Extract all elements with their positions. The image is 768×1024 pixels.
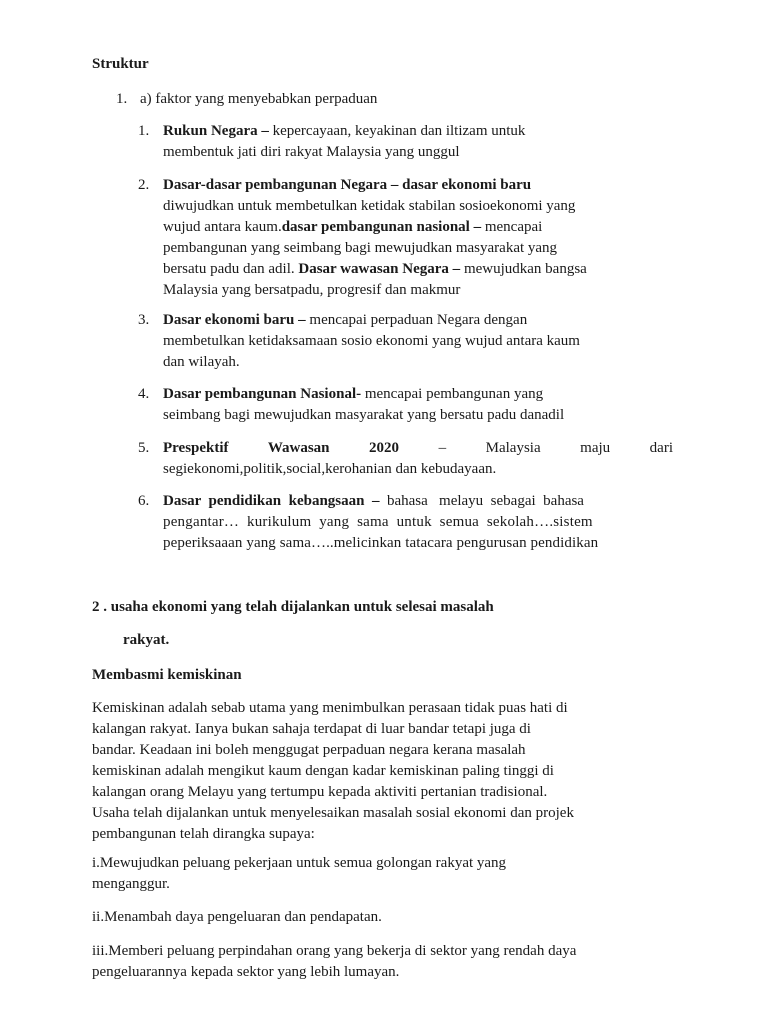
section-2-title: 2 . usaha ekonomi yang telah dijalankan untuk selesai masalah [92, 599, 494, 615]
item-text: seimbang bagi mewujudkan masyarakat yang bersatu padu danadil [163, 407, 565, 423]
item-text: mewujudkan bangsa [460, 261, 587, 277]
paragraph-line: pembangunan telah dirangka supaya: [92, 826, 315, 842]
item-title: Dasar-dasar pembangunan Negara – dasar ekonomi baru [163, 177, 532, 193]
item-text: peperiksaaan yang sama…..melicinkan tatacara pengurusan pendidikan [163, 535, 599, 551]
item-title: Dasar wawasan Negara – [298, 261, 461, 277]
paragraph-line: bandar. Keadaan ini boleh menggugat perpaduan negara kerana masalah [92, 742, 526, 758]
item-text: membetulkan ketidaksamaan sosio ekonomi yang wujud antara kaum [163, 333, 580, 349]
item-text: mencapai perpaduan Negara dengan [305, 312, 528, 328]
list-item-number: 4. [138, 386, 150, 402]
point-line: iii.Memberi peluang perpindahan orang yang bekerja di sektor yang rendah daya [92, 943, 577, 959]
point-line: ii.Menambah daya pengeluaran dan pendapatan. [92, 909, 382, 925]
item-text: kepercayaan, keyakinan dan iltizam untuk [268, 123, 526, 139]
item-title: Prespektif Wawasan 2020 [163, 440, 400, 456]
point-3 [92, 941, 682, 983]
item-text: segiekonomi,politik,social,kerohanian dan kebudayaan. [163, 461, 497, 477]
list-item-body [163, 121, 673, 163]
item-title: Dasar ekonomi baru – [163, 312, 306, 328]
item-text: – Malaysia maju dari [399, 440, 673, 456]
paragraph-line: kalangan rakyat. Ianya bukan sahaja terdapat di luar bandar tetapi juga di [92, 721, 531, 737]
point-line: i.Mewujudkan peluang pekerjaan untuk semua golongan rakyat yang [92, 855, 507, 871]
item-text: pembangunan yang seimbang bagi mewujudkan masyarakat yang [163, 240, 558, 256]
list-item-body [163, 438, 673, 480]
item-title: Dasar pembangunan Nasional- [163, 386, 362, 402]
paragraph-line: Usaha telah dijalankan untuk menyelesaikan masalah sosial ekonomi dan projek [92, 805, 574, 821]
list-item-body [163, 384, 673, 426]
paragraph-line: Kemiskinan adalah sebab utama yang menimbulkan perasaan tidak puas hati di [92, 700, 568, 716]
item-text: bahasa melayu sebagai bahasa [379, 493, 584, 509]
item-text: Malaysia yang bersatpadu, progresif dan makmur [163, 282, 461, 298]
question-1-number: 1. [116, 91, 128, 107]
point-line: pengeluarannya kepada sektor yang lebih lumayan. [92, 964, 400, 980]
item-title: Dasar pendidikan kebangsaan – [163, 493, 380, 509]
item-text: pengantar… kurikulum yang sama untuk semua sekolah….sistem [163, 514, 593, 530]
item-text: membentuk jati diri rakyat Malaysia yang unggul [163, 144, 460, 160]
heading-struktur: Struktur [92, 56, 149, 72]
section-2-title-continued: rakyat. [123, 632, 170, 648]
list-item-body [163, 310, 673, 373]
item-text: diwujudkan untuk membetulkan ketidak stabilan sosioekonomi yang [163, 198, 576, 214]
list-item-body [163, 491, 673, 554]
question-1-text: a) faktor yang menyebabkan perpaduan [140, 91, 378, 107]
list-item-body [163, 175, 673, 301]
kemiskinan-paragraph [92, 698, 682, 845]
subheading-membasmi-kemiskinan: Membasmi kemiskinan [92, 667, 242, 683]
point-1 [92, 853, 682, 895]
item-title: dasar pembangunan nasional – [281, 219, 482, 235]
point-line: menganggur. [92, 876, 170, 892]
item-text: bersatu padu dan adil. [163, 261, 299, 277]
item-text: dan wilayah. [163, 354, 240, 370]
item-text: mencapai [481, 219, 543, 235]
item-title: Rukun Negara – [163, 123, 269, 139]
list-item-number: 1. [138, 123, 150, 139]
list-item-number: 3. [138, 312, 150, 328]
list-item-number: 6. [138, 493, 150, 509]
paragraph-line: kalangan orang Melayu yang tertumpu kepada aktiviti pertanian tradisional. [92, 784, 548, 800]
list-item-number: 2. [138, 177, 150, 193]
item-text: wujud antara kaum. [163, 219, 282, 235]
point-2 [92, 907, 682, 928]
paragraph-line: kemiskinan adalah mengikut kaum dengan kadar kemiskinan paling tinggi di [92, 763, 554, 779]
list-item-number: 5. [138, 440, 150, 456]
item-text: mencapai pembangunan yang [361, 386, 544, 402]
